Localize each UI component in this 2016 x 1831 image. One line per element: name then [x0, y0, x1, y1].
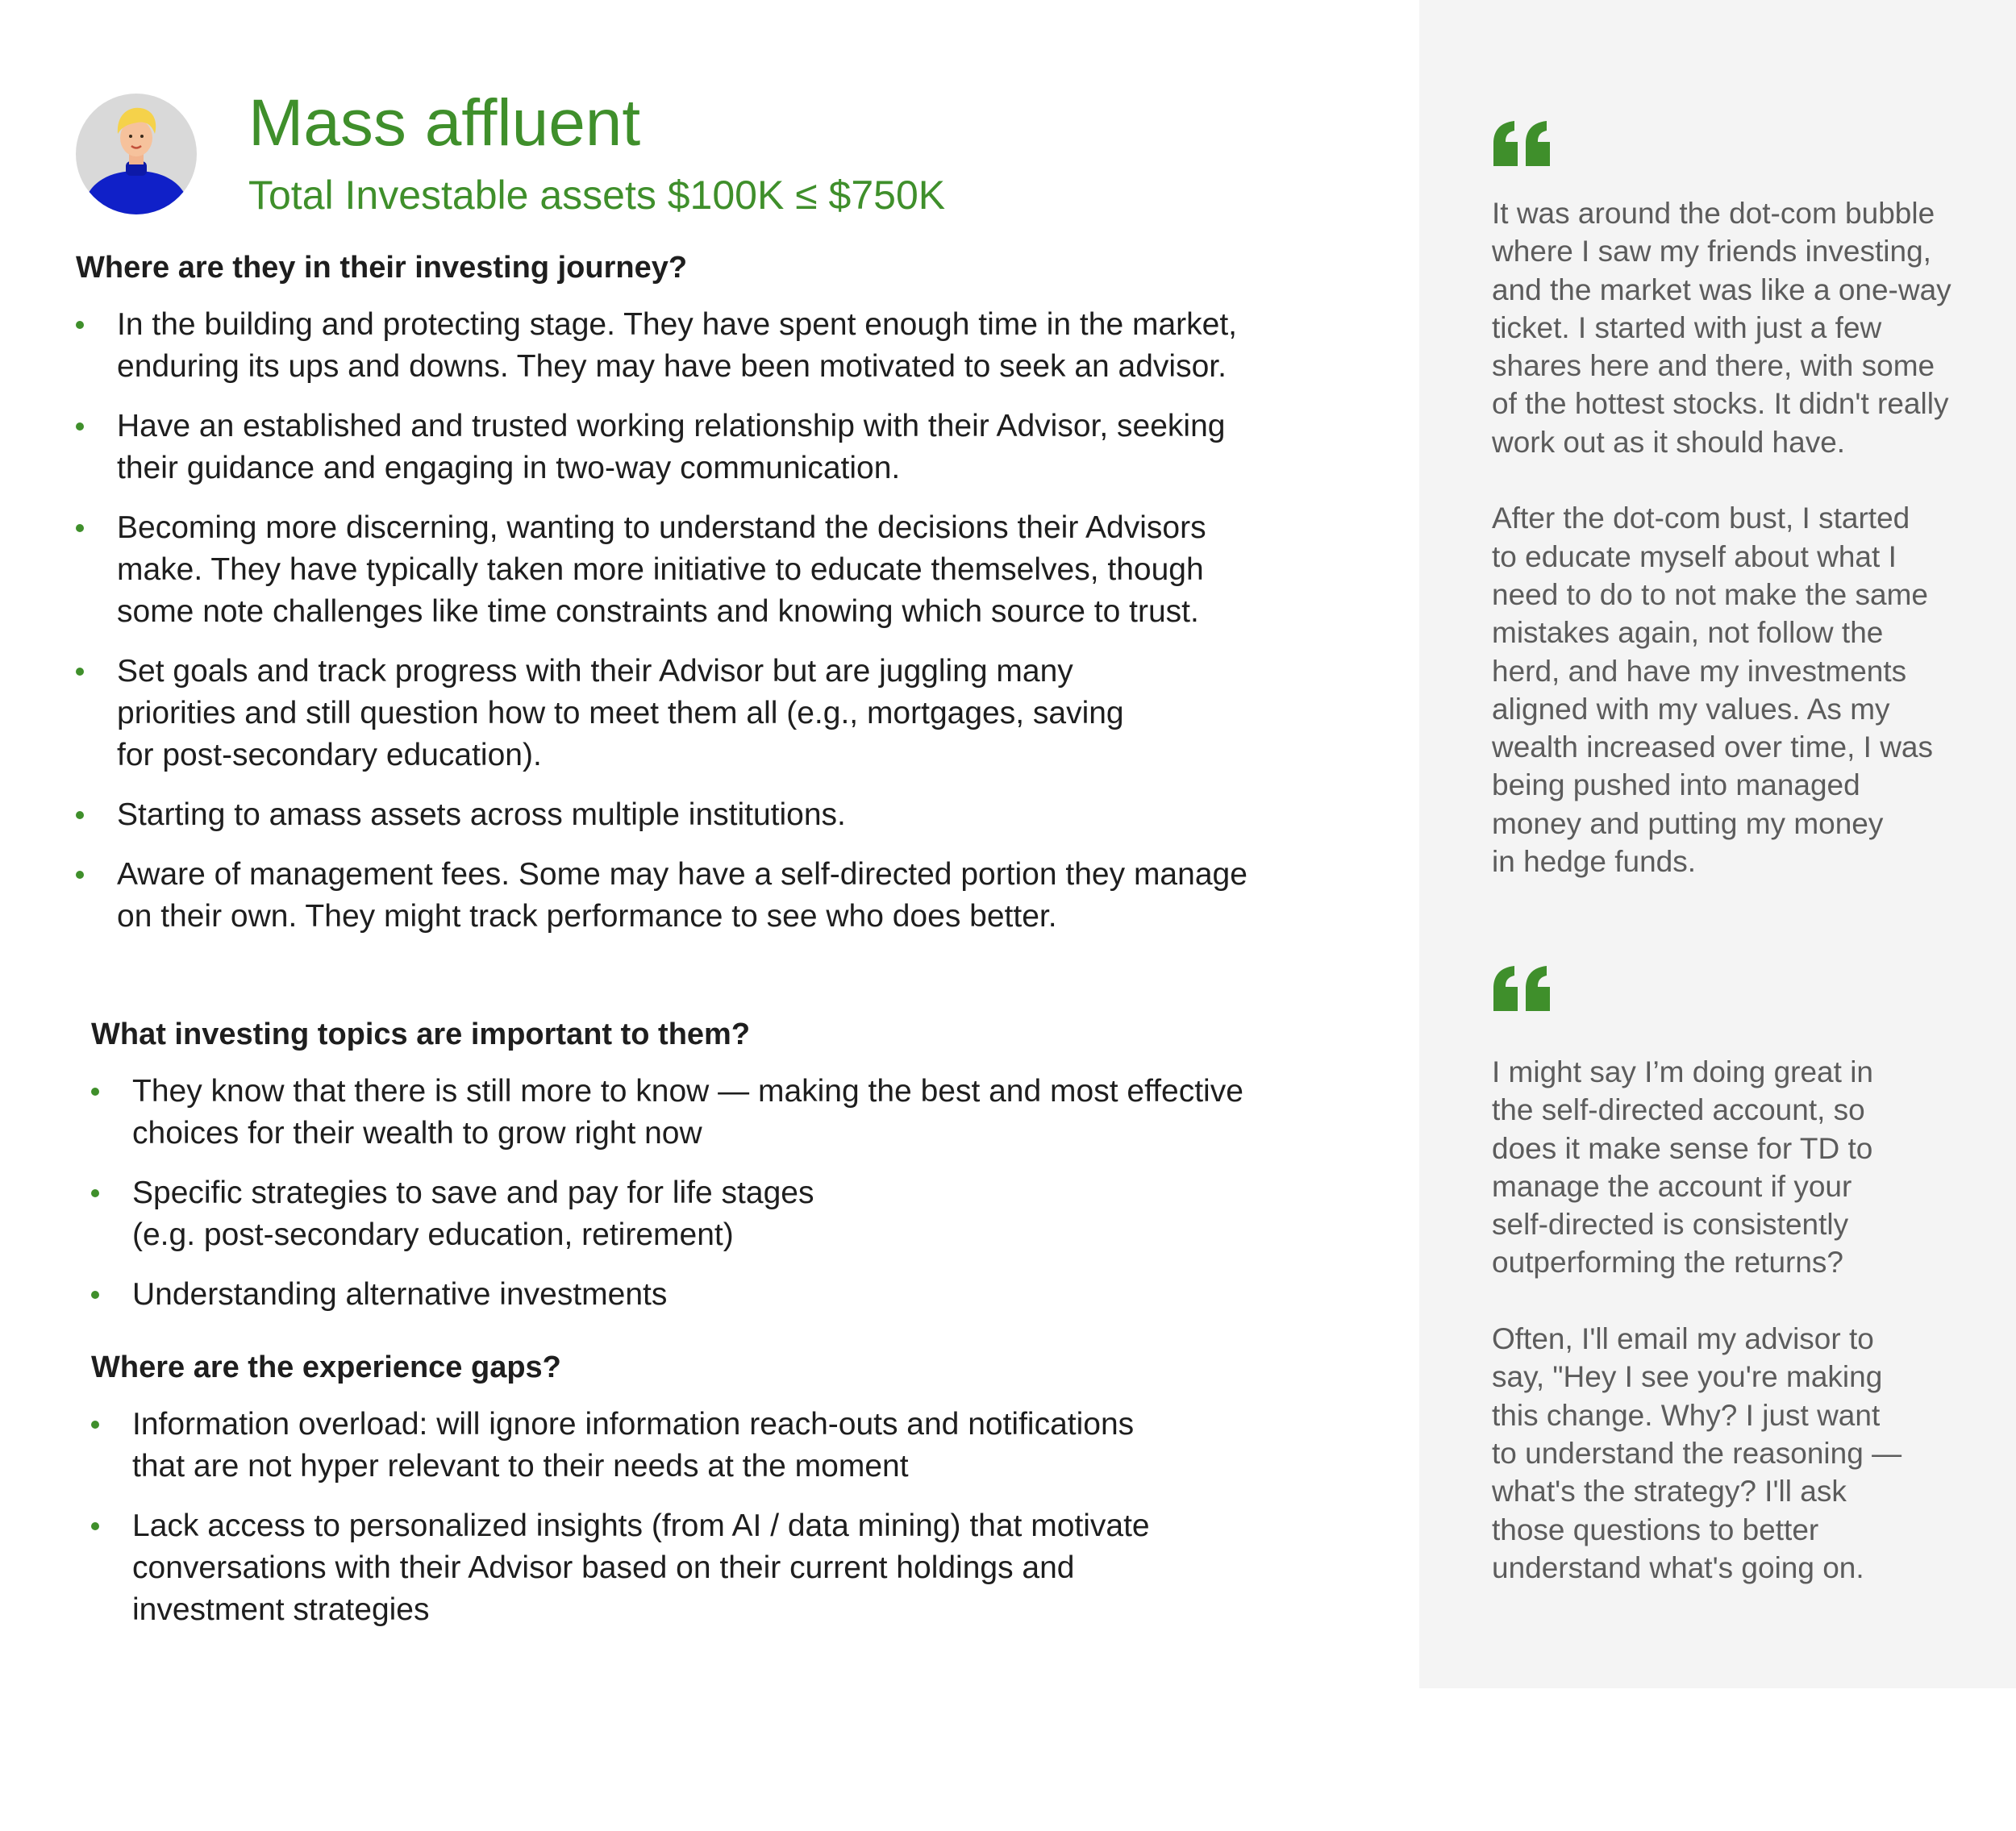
persona-subtitle: Total Investable assets $100K ≤ $750K	[248, 173, 946, 218]
topics-heading: What investing topics are important to them?	[91, 1017, 751, 1051]
list-item-text: Starting to amass assets across multiple institutions.	[117, 797, 846, 833]
bullet-icon	[76, 871, 84, 879]
list-item	[91, 1071, 1414, 1155]
person-avatar-icon	[76, 94, 197, 214]
gaps-heading: Where are the experience gaps?	[91, 1350, 561, 1384]
quote-text: I might say I’m doing great in the self-directed account, so does it make sense for TD to manage the account if your self-directed is consistently outperforming the returns? Often, I'll email my advisor to say, "Hey I see you're making this change. Why? I just want to understand the reasoning — what's the strategy? I'll ask those questions to better understand what's going on.	[1492, 1055, 1902, 1584]
bullet-icon	[91, 1088, 99, 1096]
list-item-text: Set goals and track progress with their Advisor but are juggling many priorities and still question how to meet them all (e.g., mortgages, saving for post-secondary education).	[117, 654, 1124, 773]
list-item-text: Understanding alternative investments	[132, 1277, 668, 1313]
list-item	[76, 304, 1398, 388]
list-item-text: Aware of management fees. Some may have a self-directed portion they manage on their own. They might track performance to see who does better.	[117, 857, 1248, 934]
gaps-section	[91, 1348, 1414, 1649]
journey-section	[76, 248, 1398, 955]
list-item	[76, 406, 1398, 489]
list-item	[76, 651, 1398, 776]
quote-text: It was around the dot-com bubble where I saw my friends investing, and the market was like a one-way ticket. I started with just a few shares here and there, with some of the hottest stocks. It didn't really work out as it should have. After the dot-com bust, I started to educate myself about what I need to do to not make the same mistakes again, not follow the herd, and have my investments aligned with my values. As my wealth increased over time, I was being pushed into managed money and putting my money in hedge funds.	[1492, 197, 1951, 879]
list-item-text: Specific strategies to save and pay for life stages (e.g. post-secondary education, retirement)	[132, 1176, 814, 1253]
journey-list	[76, 304, 1398, 938]
list-item-text: Becoming more discerning, wanting to understand the decisions their Advisors make. They have typically taken more initiative to educate themselves, though some note challenges like time constraints and knowing which source to trust.	[117, 510, 1206, 630]
bullet-icon	[76, 668, 84, 676]
bullet-icon	[91, 1421, 99, 1429]
list-item-text: They know that there is still more to know — making the best and most effective choices for their wealth to grow right now	[132, 1074, 1243, 1151]
list-item-text: In the building and protecting stage. They have spent enough time in the market, enduring its ups and downs. They may have been motivated to seek an advisor.	[117, 307, 1238, 385]
bullet-icon	[76, 524, 84, 532]
bullet-icon	[91, 1522, 99, 1530]
list-item	[91, 1274, 1414, 1316]
list-item	[91, 1404, 1414, 1488]
bullet-icon	[76, 321, 84, 329]
topics-section	[91, 1015, 1414, 1334]
bullet-icon	[91, 1189, 99, 1197]
list-item	[76, 507, 1398, 633]
journey-heading: Where are they in their investing journey?	[76, 251, 688, 285]
list-item-text: Have an established and trusted working relationship with their Advisor, seeking their guidance and engaging in two-way communication.	[117, 409, 1226, 486]
list-item	[91, 1505, 1414, 1631]
list-item	[76, 794, 1398, 836]
list-item-text: Lack access to personalized insights (from AI / data mining) that motivate conversations with their Advisor based on their current holdings and investment strategies	[132, 1508, 1150, 1628]
bullet-icon	[76, 422, 84, 431]
quote-panel	[1419, 0, 2016, 1688]
gaps-list	[91, 1404, 1414, 1631]
topics-list	[91, 1071, 1414, 1316]
bullet-icon	[76, 811, 84, 819]
bullet-icon	[91, 1291, 99, 1299]
quote-mark-icon	[1490, 964, 1555, 1013]
list-item-text: Information overload: will ignore information reach-outs and notifications that are not hyper relevant to their needs at the moment	[132, 1407, 1135, 1484]
persona-avatar	[76, 94, 197, 214]
list-item	[91, 1172, 1414, 1256]
persona-title: Mass affluent	[248, 86, 641, 160]
list-item	[76, 854, 1398, 938]
quote-mark-icon	[1490, 119, 1555, 168]
